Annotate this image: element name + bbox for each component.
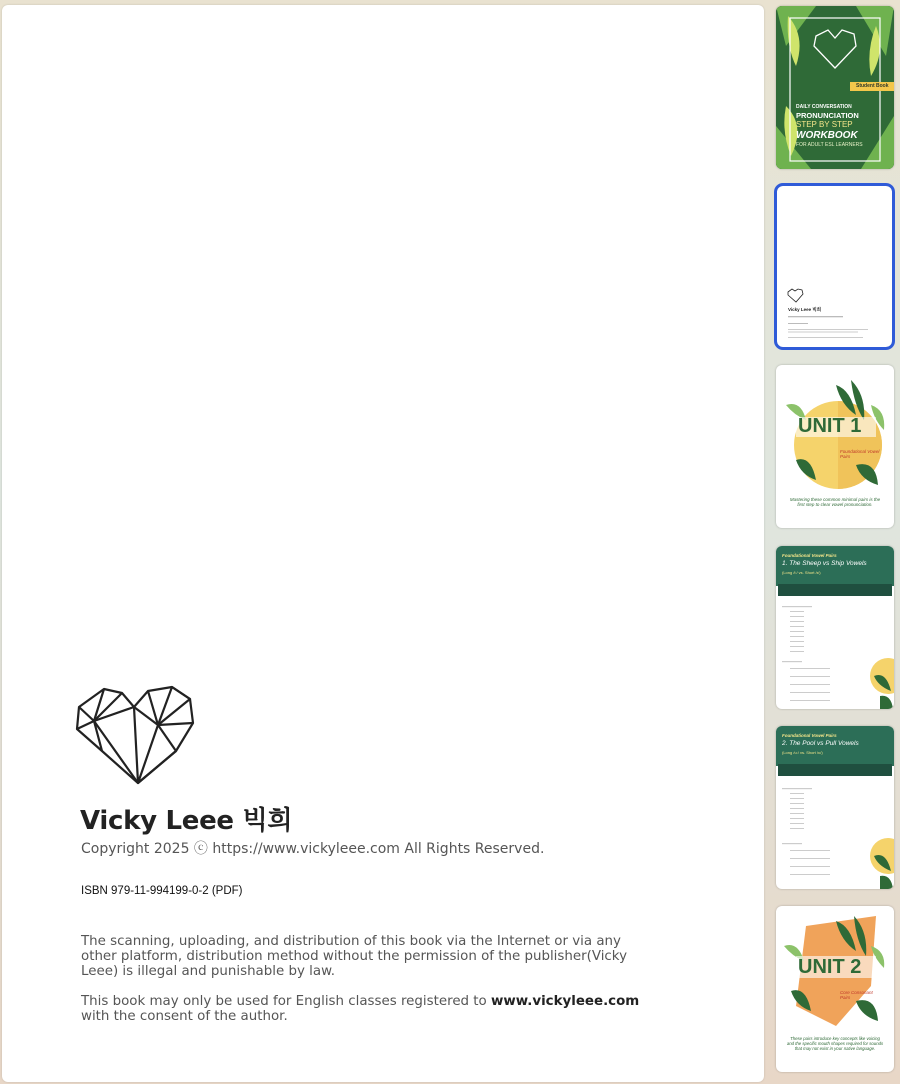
cover-line-5: FOR ADULT ESL LEARNERS [796,142,863,148]
unit-2-caption: These pairs introduce key concepts like voicing and the specific mouth shapes required for sounds that may not exist in your native language. [786,1036,884,1051]
cover-line-1: DAILY CONVERSATION [796,104,852,110]
document-page [2,5,764,1082]
usage-notice-suffix: with the consent of the author. [81,1009,288,1024]
author-name: Vicky Leee 빅희 [80,806,293,836]
unit-2-title: UNIT 2 [798,956,862,978]
thumbnail-lesson-1[interactable] [776,546,894,709]
cover-line-2: PRONUNCIATION [796,111,859,120]
copyright-page-preview [777,186,892,347]
lesson-1-subtitle: (Long /iː/ vs. Short /ɪ/) [782,570,821,575]
lesson-1-header: Foundational Vowel Pairs [782,553,837,558]
geometric-heart-icon [74,685,196,785]
usage-notice-prefix: This book may only be used for English classes registered to [81,994,492,1009]
thumbnail-lesson-2[interactable] [776,726,894,889]
thumbnail-copyright-page[interactable] [777,186,892,347]
legal-notice: The scanning, uploading, and distribution of this book via the Internet or via any other platform, distribution method without the permission of the publisher(Vicky Leee) is illegal and punishable by law. [81,934,627,979]
thumbnail-cover[interactable] [776,6,894,169]
copyright-page-title: Vicky Leee 빅희 [788,307,822,312]
lesson-2-header: Foundational Vowel Pairs [782,733,837,738]
cover-badge: Student Book [856,83,889,89]
unit-1-subtitle: Foundational Vowel Pairs [840,449,880,459]
lesson-2-title: 2. The Pool vs Pull Vowels [782,740,859,747]
unit-1-caption: Mastering these common minimal pairs is the first step to clear vowel pronunciation. [789,497,881,507]
lesson-2-subtitle: (Long /uː/ vs. Short /ʊ/) [782,750,823,755]
copyright-line: Copyright 2025 ⓒ https://www.vickyleee.com All Rights Reserved. [81,841,545,857]
cover-line-4: WORKBOOK [796,130,858,141]
cover-line-3: STEP BY STEP [796,120,853,129]
lesson-1-title: 1. The Sheep vs Ship Vowels [782,560,867,567]
usage-notice-link: www.vickyleee.com [491,994,640,1009]
thumbnail-unit-2[interactable] [776,906,894,1072]
isbn: ISBN 979-11-994199-0-2 (PDF) [81,885,243,897]
thumbnail-unit-1[interactable] [776,365,894,528]
unit-1-title: UNIT 1 [798,415,862,437]
usage-notice [81,994,651,1024]
unit-2-subtitle: Core Consonant Pairs [840,990,873,1000]
